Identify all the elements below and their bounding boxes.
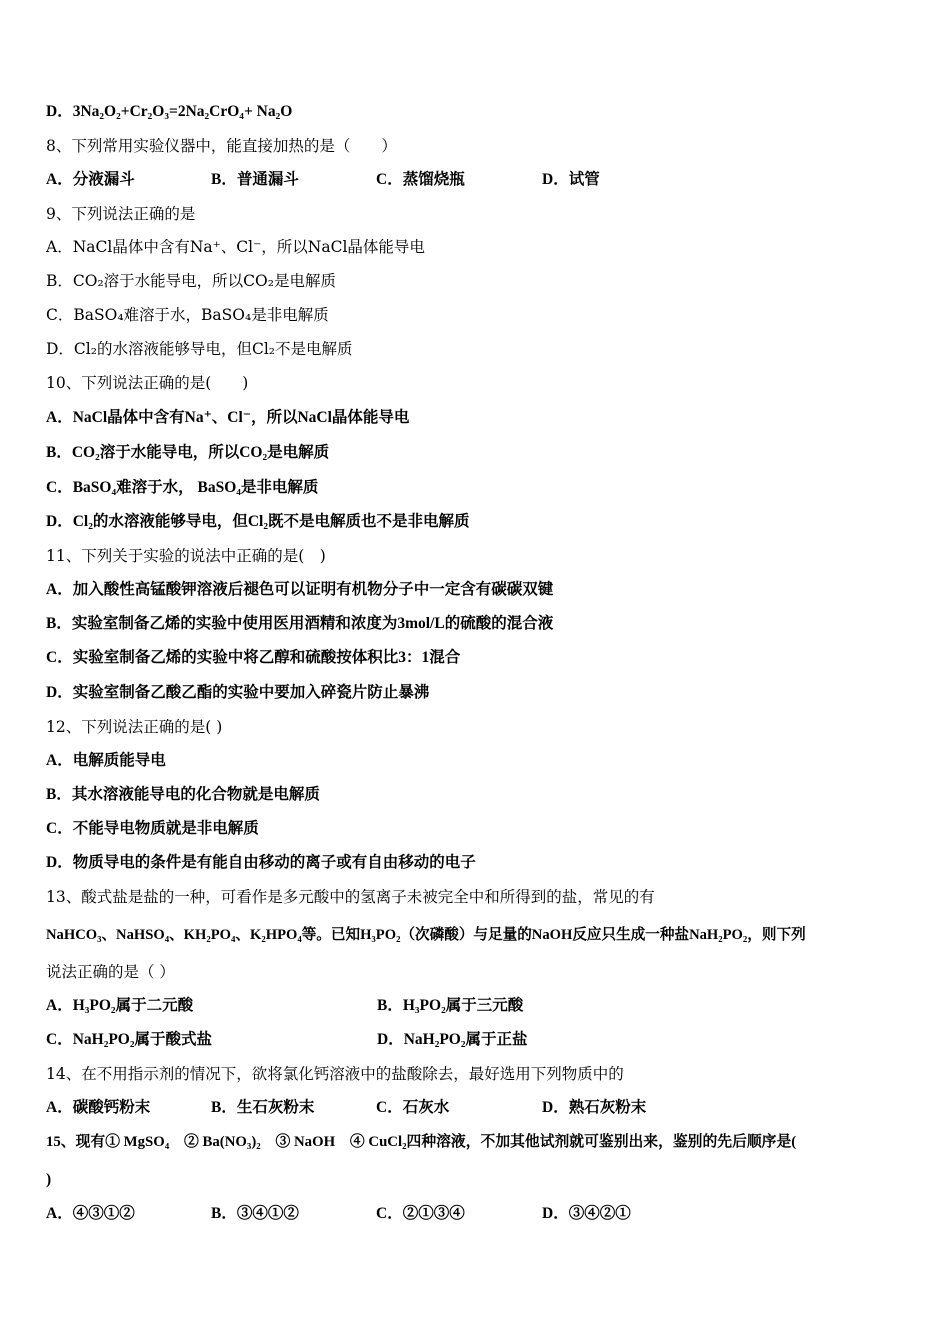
q11-option-b: B．实验室制备乙烯的实验中使用医用酒精和浓度为3mol/L的硫酸的混合液 [46, 615, 554, 632]
q13-option-b: B．H₃PO₂属于三元酸 [377, 997, 524, 1014]
q14-option-a: A．碳酸钙粉末 [46, 1099, 151, 1116]
q13-option-a: A．H₃PO₂属于二元酸 [46, 997, 194, 1014]
question-10-stem: 10、下列说法正确的是( ) [46, 374, 249, 392]
question-15-stem: 15、现有① MgSO₄ ② Ba(NO₃)₂ ③ NaOH ④ CuCl₂四种溶液，不加其他试剂就可鉴别出来，鉴别的先后顺序是( [46, 1134, 797, 1150]
q12-option-c: C．不能导电物质就是非电解质 [46, 820, 259, 837]
q9-option-b: B．CO₂溶于水能导电，所以CO₂是电解质 [46, 272, 336, 290]
question-11-stem: 11、下列关于实验的说法中正确的是( ) [46, 547, 326, 565]
question-8-stem: 8、下列常用实验仪器中，能直接加热的是（ ） [46, 137, 397, 155]
q11-option-c: C．实验室制备乙烯的实验中将乙醇和硫酸按体积比3：1混合 [46, 649, 461, 666]
q9-option-a: A．NaCl晶体中含有Na⁺、Cl⁻，所以NaCl晶体能导电 [46, 238, 425, 256]
q8-option-d: D．试管 [542, 171, 600, 188]
q13-option-c: C．NaH₂PO₂属于酸式盐 [46, 1031, 213, 1048]
question-7-option-d: D．3Na₂O₂+Cr₂O₃=2Na₂CrO₄+ Na₂O [46, 103, 293, 120]
question-14-stem: 14、在不用指示剂的情况下，欲将氯化钙溶液中的盐酸除去，最好选用下列物质中的 [46, 1065, 624, 1083]
q10-option-d: D．Cl₂的水溶液能够导电，但Cl₂既不是电解质也不是非电解质 [46, 513, 470, 530]
q14-option-b: B．生石灰粉末 [211, 1099, 315, 1116]
question-9-stem: 9、下列说法正确的是 [46, 205, 196, 223]
q15-option-c: C．②①③④ [376, 1205, 465, 1222]
q11-option-a: A．加入酸性高锰酸钾溶液后褪色可以证明有机物分子中一定含有碳碳双键 [46, 581, 554, 598]
q10-option-c: C．BaSO₄难溶于水， BaSO₄是非电解质 [46, 479, 319, 496]
q10-option-a: A．NaCl晶体中含有Na⁺、Cl⁻，所以NaCl晶体能导电 [46, 409, 410, 426]
question-15-stem-end: ) [46, 1171, 52, 1188]
question-12-stem: 12、下列说法正确的是( ) [46, 718, 223, 736]
q9-option-c: C．BaSO₄难溶于水，BaSO₄是非电解质 [46, 306, 329, 324]
q15-option-a: A．④③①② [46, 1205, 135, 1222]
question-13-stem-line2: NaHCO₃、NaHSO₄、KH₂PO₄、K₂HPO₄等。已知H₃PO₂（次磷酸）与足量的NaOH反应只生成一种盐NaH₂PO₂，则下列 [46, 927, 806, 943]
q12-option-a: A．电解质能导电 [46, 752, 166, 769]
q13-option-d: D．NaH₂PO₂属于正盐 [377, 1031, 528, 1048]
q14-option-d: D．熟石灰粉末 [542, 1099, 647, 1116]
q10-option-b: B．CO₂溶于水能导电，所以CO₂是电解质 [46, 444, 330, 461]
question-13-stem-line3: 说法正确的是（ ） [46, 963, 175, 981]
q8-option-c: C．蒸馏烧瓶 [376, 171, 465, 188]
q8-option-b: B．普通漏斗 [211, 171, 299, 188]
q15-option-d: D．③④②① [542, 1205, 631, 1222]
question-13-stem-line1: 13、酸式盐是盐的一种，可看作是多元酸中的氢离子未被完全中和所得到的盐，常见的有 [46, 888, 655, 906]
q15-option-b: B．③④①② [211, 1205, 299, 1222]
q12-option-b: B．其水溶液能导电的化合物就是电解质 [46, 786, 320, 803]
q12-option-d: D．物质导电的条件是有能自由移动的离子或有自由移动的电子 [46, 854, 476, 871]
q9-option-d: D．Cl₂的水溶液能够导电，但Cl₂不是电解质 [46, 340, 353, 358]
q11-option-d: D．实验室制备乙酸乙酯的实验中要加入碎瓷片防止暴沸 [46, 684, 430, 701]
q14-option-c: C．石灰水 [376, 1099, 450, 1116]
q8-option-a: A．分液漏斗 [46, 171, 135, 188]
